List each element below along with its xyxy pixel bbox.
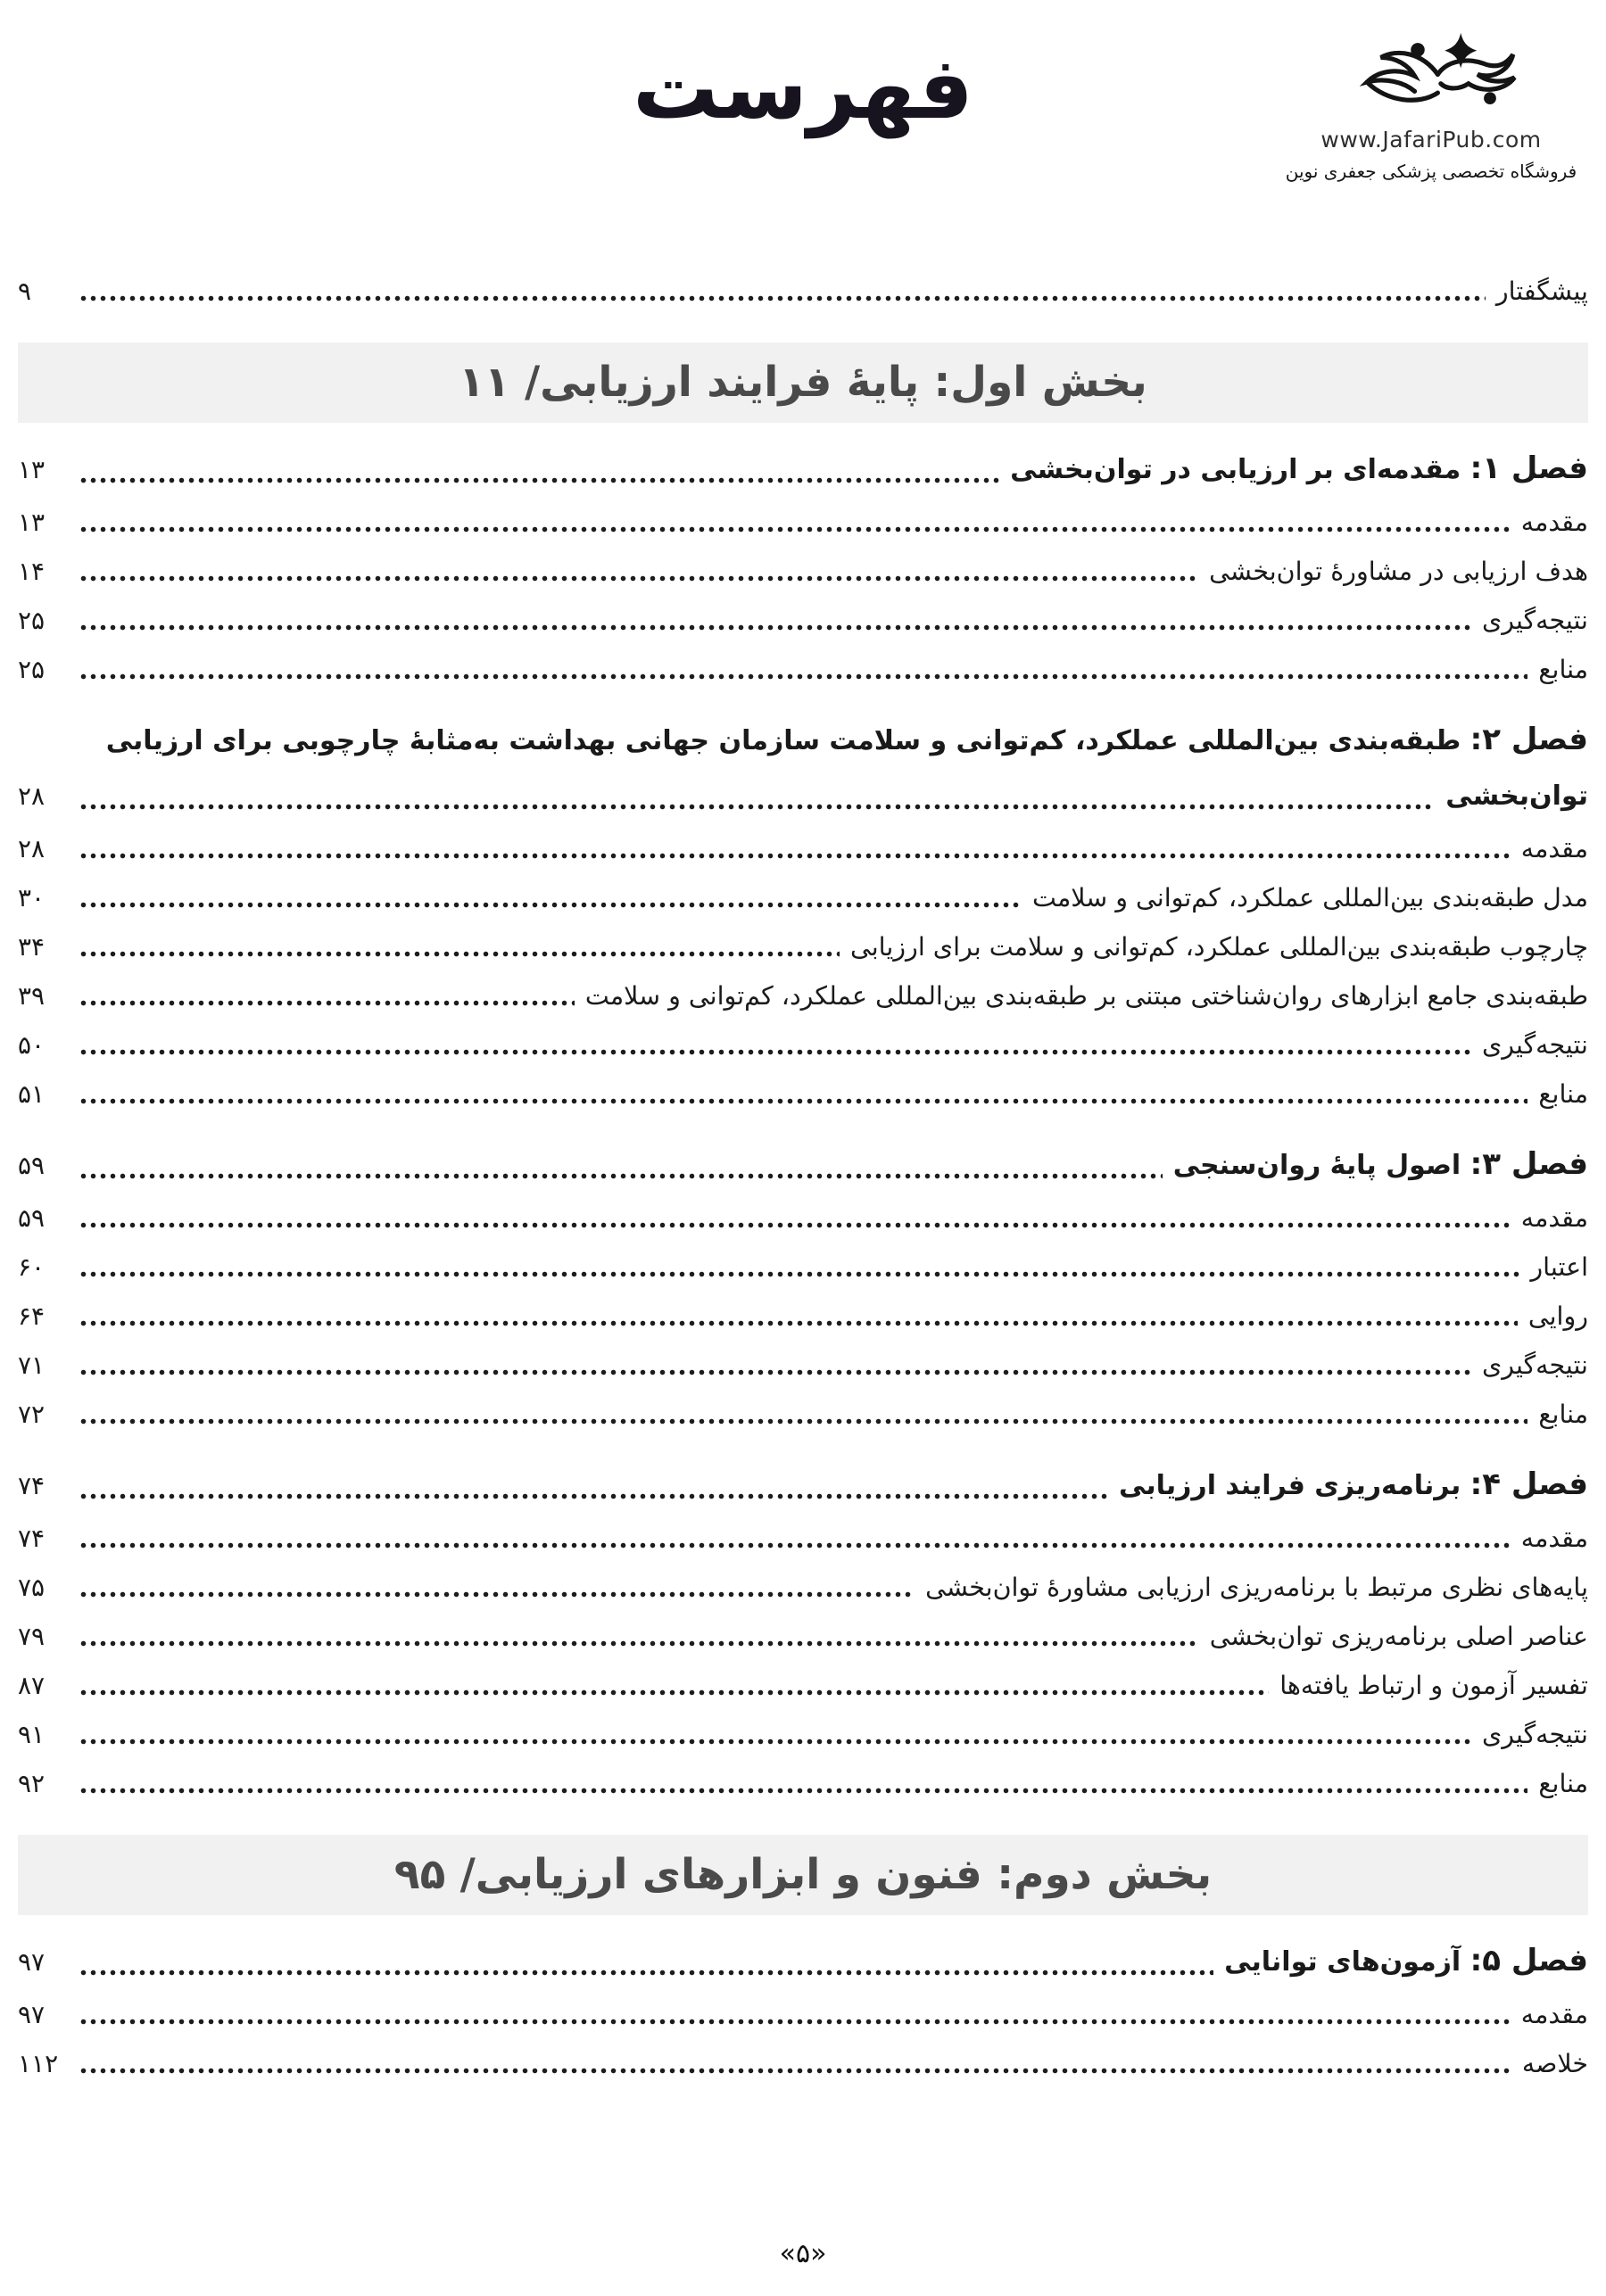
toc-item-page-number: ۷۵ (18, 1573, 46, 1602)
chapter-page-number: ۲۸ (18, 781, 46, 811)
chapter-row (18, 1457, 1588, 1514)
toc-item-page-number: ۶۰ (18, 1252, 46, 1282)
part-header: بخش اول: پایهٔ فرایند ارزیابی/ ۱۱ (18, 343, 1588, 423)
toc-item-row (18, 1759, 1588, 1808)
toc-item-content (79, 1759, 1588, 1808)
logo-dot-right (1484, 92, 1496, 104)
toc-item-page-number: ۵۹ (18, 1203, 46, 1233)
toc-item-page-number: ۹۲ (18, 1769, 46, 1798)
preface-page-number: ۹ (18, 277, 32, 306)
toc-item-label: مقدمه (1511, 1524, 1588, 1553)
toc-item-content (79, 1661, 1588, 1710)
chapter-page-number: ۹۷ (18, 1947, 46, 1977)
toc-item-content (79, 873, 1588, 922)
toc-item-page-number: ۷۱ (18, 1350, 46, 1380)
chapter-label (1108, 1466, 1588, 1502)
toc-item-page-number: ۱۳ (18, 508, 46, 537)
toc-item-row (18, 1020, 1588, 1070)
toc-item-content (79, 922, 1588, 971)
publisher-tagline: فروشگاه تخصصی پزشکی جعفری نوین (1285, 161, 1577, 182)
toc-item-content (79, 1070, 1588, 1119)
toc-item-page-number: ۹۷ (18, 2000, 46, 2029)
chapter-page-number: ۷۴ (18, 1471, 46, 1500)
toc-list (18, 316, 1588, 2088)
chapter-number: فصل ۳: (1469, 1146, 1588, 1182)
preface-content (79, 267, 1588, 316)
chapter-label (105, 722, 1588, 812)
toc-item-label: تفسیر آزمون و ارتباط یافته‌ها (1269, 1671, 1588, 1700)
toc-item-content (79, 1612, 1588, 1661)
folio-page-number: «۵» (779, 2238, 827, 2269)
chapter-row-content (79, 1457, 1588, 1514)
part-header: بخش دوم: فنون و ابزارهای ارزیابی/ ۹۵ (18, 1835, 1588, 1915)
toc-item-label: منابع (1527, 655, 1588, 684)
chapter-page-number: ۵۹ (18, 1151, 46, 1180)
publisher-logo (1279, 27, 1583, 182)
toc-item-content (79, 1990, 1588, 2039)
toc-item-content (79, 1514, 1588, 1563)
toc-item-content (79, 1390, 1588, 1439)
toc-item-content (79, 1710, 1588, 1759)
chapter-number: فصل ۱: (1469, 450, 1588, 486)
toc-item-row (18, 596, 1588, 645)
toc-item-row (18, 922, 1588, 971)
chapter-page-number: ۱۳ (18, 455, 46, 484)
toc-item-content (79, 2039, 1588, 2088)
chapter-label (999, 450, 1588, 486)
chapter-number: فصل ۴: (1469, 1466, 1588, 1502)
toc-item-content (79, 547, 1588, 596)
page-header (18, 27, 1588, 236)
toc-item-label: نتیجه‌گیری (1471, 1720, 1588, 1749)
toc-item-row (18, 1514, 1588, 1563)
chapter-number: فصل ۲: (1469, 722, 1588, 757)
toc-item-label: هدف ارزیابی در مشاورهٔ توان‌بخشی (1198, 557, 1588, 586)
toc-item-row (18, 2039, 1588, 2088)
toc-item-page-number: ۷۹ (18, 1622, 46, 1651)
toc-item-row (18, 1070, 1588, 1119)
toc-item-label: روایی (1518, 1301, 1588, 1331)
toc-item-label: عناصر اصلی برنامه‌ریزی توان‌بخشی (1199, 1622, 1588, 1651)
toc-item-row (18, 1193, 1588, 1243)
toc-item-row (18, 1990, 1588, 2039)
toc-item-content (79, 498, 1588, 547)
toc-item-label: اعتبار (1519, 1252, 1588, 1282)
toc-item-row (18, 1661, 1588, 1710)
toc-item-content (79, 971, 1588, 1020)
toc-item-content (79, 1193, 1588, 1243)
toc-item-content (79, 596, 1588, 645)
toc-item-page-number: ۸۷ (18, 1671, 46, 1700)
chapter-row-content (79, 712, 1588, 824)
toc-item-label: منابع (1527, 1400, 1588, 1429)
toc-item-page-number: ۱۴ (18, 557, 46, 586)
toc-item-row (18, 1341, 1588, 1390)
toc-item-label: نتیجه‌گیری (1471, 606, 1588, 635)
toc-item-page-number: ۵۱ (18, 1079, 46, 1109)
toc-item-label: پایه‌های نظری مرتبط با برنامه‌ریزی ارزیابی مشاورهٔ توان‌بخشی (915, 1573, 1588, 1602)
toc-item-row (18, 873, 1588, 922)
toc-item-page-number: ۲۸ (18, 834, 46, 863)
chapter-row (18, 441, 1588, 498)
preface-row (18, 267, 1588, 316)
toc-item-row (18, 645, 1588, 694)
toc-item-row (18, 1243, 1588, 1292)
toc-item-page-number: ۹۱ (18, 1720, 46, 1749)
toc-item-label: خلاصه (1511, 2049, 1588, 2078)
publisher-url: www.JafariPub.com (1320, 127, 1542, 153)
toc-item-content (79, 1243, 1588, 1292)
toc-item-page-number: ۷۲ (18, 1400, 46, 1429)
toc-item-content (79, 1292, 1588, 1341)
chapter-row (18, 1136, 1588, 1193)
toc-item-row (18, 1612, 1588, 1661)
chapter-number: فصل ۵: (1469, 1943, 1588, 1978)
toc-item-row (18, 824, 1588, 873)
toc-item-label: نتیجه‌گیری (1471, 1030, 1588, 1060)
toc-item-label: منابع (1527, 1769, 1588, 1798)
chapter-row (18, 1933, 1588, 1990)
toc-item-content (79, 1020, 1588, 1070)
chapter-label (1213, 1943, 1588, 1978)
toc-item-content (79, 1341, 1588, 1390)
page-footer (18, 2227, 1588, 2273)
toc-item-page-number: ۲۵ (18, 655, 46, 684)
toc-item-row (18, 498, 1588, 547)
chapter-row-content (79, 1136, 1588, 1193)
toc-item-label: مقدمه (1511, 508, 1588, 537)
toc-item-page-number: ۵۰ (18, 1030, 46, 1060)
chapter-title: آزمون‌های توانایی (1224, 1946, 1461, 1978)
chapter-row-content (79, 441, 1588, 498)
toc-item-content (79, 1563, 1588, 1612)
toc-item-label: مقدمه (1511, 1203, 1588, 1233)
toc-item-page-number: ۱۱۲ (18, 2049, 59, 2078)
chapter-label (1163, 1146, 1588, 1182)
chapter-row (18, 712, 1588, 824)
toc-item-page-number: ۲۵ (18, 606, 46, 635)
logo-right-swirl (1437, 54, 1514, 89)
toc-item-content (79, 824, 1588, 873)
toc-item-row (18, 1710, 1588, 1759)
toc-item-row (18, 1563, 1588, 1612)
publisher-logo-icon (1331, 27, 1532, 127)
toc-item-row (18, 1292, 1588, 1341)
toc-item-page-number: ۶۴ (18, 1301, 46, 1331)
chapter-row-content (79, 1933, 1588, 1990)
toc-item-label: طبقه‌بندی جامع ابزارهای روان‌شناختی مبتنی بر طبقه‌بندی بین‌المللی عملکرد، کم‌توانی و سلامت (575, 981, 1588, 1011)
toc-item-label: منابع (1527, 1079, 1588, 1109)
toc-item-label: مقدمه (1511, 834, 1588, 863)
logo-dot-left (1411, 43, 1425, 57)
chapter-title: مقدمه‌ای بر ارزیابی در توان‌بخشی (1010, 454, 1461, 485)
toc-item-label: چارچوب طبقه‌بندی بین‌المللی عملکرد، کم‌توانی و سلامت برای ارزیابی (840, 932, 1588, 962)
page-title: فهرست (633, 38, 973, 138)
chapter-title: برنامه‌ریزی فرایند ارزیابی (1119, 1470, 1461, 1501)
toc-item-page-number: ۳۹ (18, 981, 46, 1011)
chapter-title: طبقه‌بندی بین‌المللی عملکرد، کم‌توانی و سلامت سازمان جهانی بهداشت به‌مثابهٔ چارچوبی برای ارزیابی توان‌بخشی (105, 725, 1588, 812)
toc-item-content (79, 645, 1588, 694)
toc-item-row (18, 547, 1588, 596)
toc-item-page-number: ۳۰ (18, 883, 46, 913)
toc-item-row (18, 971, 1588, 1020)
logo-left-swirl (1367, 53, 1437, 91)
toc-item-label: مقدمه (1511, 2000, 1588, 2029)
table-of-contents (18, 236, 1588, 2227)
toc-item-page-number: ۷۴ (18, 1524, 46, 1553)
toc-item-page-number: ۳۴ (18, 932, 46, 962)
preface-label: پیشگفتار (1486, 277, 1588, 306)
toc-item-label: نتیجه‌گیری (1471, 1350, 1588, 1380)
toc-item-row (18, 1390, 1588, 1439)
chapter-title: اصول پایهٔ روان‌سنجی (1172, 1150, 1461, 1181)
toc-item-label: مدل طبقه‌بندی بین‌المللی عملکرد، کم‌توانی و سلامت (1022, 883, 1588, 913)
